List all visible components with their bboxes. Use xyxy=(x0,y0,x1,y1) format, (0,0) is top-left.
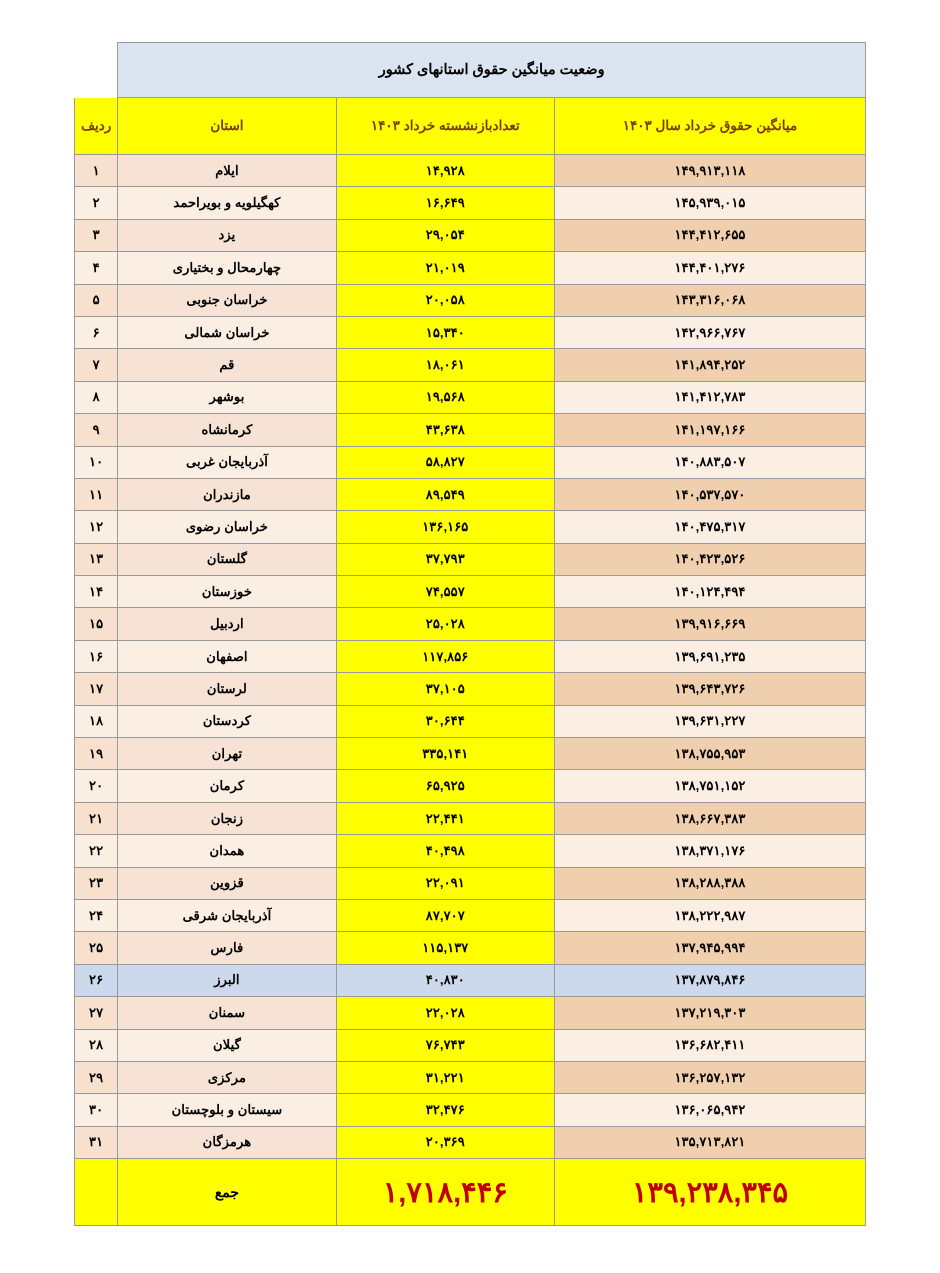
cell-row-number: ۲۴ xyxy=(75,899,118,931)
column-header-row-number: ردیف xyxy=(75,98,118,155)
cell-row-number: ۱۸ xyxy=(75,705,118,737)
cell-province: قزوین xyxy=(118,867,336,899)
cell-province: سمنان xyxy=(118,997,336,1029)
cell-average-salary: ۱۳۶,۰۶۵,۹۴۲ xyxy=(554,1094,865,1126)
cell-province: کرمان xyxy=(118,770,336,802)
table-row xyxy=(75,576,866,608)
cell-average-salary: ۱۴۰,۱۲۴,۴۹۴ xyxy=(554,576,865,608)
cell-average-salary: ۱۴۴,۴۰۱,۲۷۶ xyxy=(554,252,865,284)
cell-row-number: ۲۲ xyxy=(75,835,118,867)
cell-retiree-count: ۱۴,۹۲۸ xyxy=(336,155,554,187)
table-row xyxy=(75,187,866,219)
cell-row-number: ۲۶ xyxy=(75,964,118,996)
table-row xyxy=(75,316,866,348)
cell-province: مازندران xyxy=(118,478,336,510)
table-title-row xyxy=(75,43,866,98)
table-total-row xyxy=(75,1159,866,1226)
cell-retiree-count: ۲۲,۴۴۱ xyxy=(336,802,554,834)
cell-province: زنجان xyxy=(118,802,336,834)
cell-average-salary: ۱۴۰,۴۲۳,۵۲۶ xyxy=(554,543,865,575)
cell-average-salary: ۱۴۳,۳۱۶,۰۶۸ xyxy=(554,284,865,316)
table-title: وضعیت میانگین حقوق استانهای کشور xyxy=(118,43,866,98)
total-retiree-count: ۱,۷۱۸,۴۴۶ xyxy=(336,1159,554,1226)
cell-row-number: ۲۰ xyxy=(75,770,118,802)
cell-retiree-count: ۱۹,۵۶۸ xyxy=(336,381,554,413)
cell-retiree-count: ۱۸,۰۶۱ xyxy=(336,349,554,381)
cell-province: بوشهر xyxy=(118,381,336,413)
cell-retiree-count: ۴۰,۸۳۰ xyxy=(336,964,554,996)
cell-row-number: ۲۵ xyxy=(75,932,118,964)
cell-province: همدان xyxy=(118,835,336,867)
total-label: جمع xyxy=(118,1159,336,1226)
cell-row-number: ۱۴ xyxy=(75,576,118,608)
cell-row-number: ۱۹ xyxy=(75,738,118,770)
cell-province: ایلام xyxy=(118,155,336,187)
cell-retiree-count: ۳۲,۴۷۶ xyxy=(336,1094,554,1126)
cell-retiree-count: ۱۳۶,۱۶۵ xyxy=(336,511,554,543)
cell-average-salary: ۱۳۸,۲۲۲,۹۸۷ xyxy=(554,899,865,931)
table-row xyxy=(75,705,866,737)
table-row xyxy=(75,770,866,802)
cell-row-number: ۱۵ xyxy=(75,608,118,640)
cell-retiree-count: ۲۰,۳۶۹ xyxy=(336,1126,554,1158)
table-row xyxy=(75,414,866,446)
cell-province: کرمانشاه xyxy=(118,414,336,446)
cell-average-salary: ۱۳۶,۲۵۷,۱۳۲ xyxy=(554,1061,865,1093)
cell-retiree-count: ۱۱۷,۸۵۶ xyxy=(336,640,554,672)
table-row xyxy=(75,1094,866,1126)
cell-row-number: ۲۹ xyxy=(75,1061,118,1093)
cell-row-number: ۲۳ xyxy=(75,867,118,899)
table-header-row xyxy=(75,98,866,155)
cell-row-number: ۹ xyxy=(75,414,118,446)
cell-retiree-count: ۱۶,۶۴۹ xyxy=(336,187,554,219)
cell-retiree-count: ۳۰,۶۴۴ xyxy=(336,705,554,737)
cell-average-salary: ۱۳۶,۶۸۲,۴۱۱ xyxy=(554,1029,865,1061)
table-row xyxy=(75,899,866,931)
table-row xyxy=(75,738,866,770)
table-row xyxy=(75,543,866,575)
table-row xyxy=(75,478,866,510)
cell-province: سیستان و بلوچستان xyxy=(118,1094,336,1126)
cell-retiree-count: ۲۲,۰۹۱ xyxy=(336,867,554,899)
cell-average-salary: ۱۳۹,۹۱۶,۶۶۹ xyxy=(554,608,865,640)
cell-average-salary: ۱۳۸,۶۶۷,۳۸۳ xyxy=(554,802,865,834)
cell-province: تهران xyxy=(118,738,336,770)
cell-province: چهارمحال و بختیاری xyxy=(118,252,336,284)
cell-province: خراسان رضوی xyxy=(118,511,336,543)
cell-row-number: ۲۷ xyxy=(75,997,118,1029)
cell-province: آذربایجان غربی xyxy=(118,446,336,478)
cell-province: اصفهان xyxy=(118,640,336,672)
cell-average-salary: ۱۴۰,۸۸۳,۵۰۷ xyxy=(554,446,865,478)
cell-row-number: ۴ xyxy=(75,252,118,284)
cell-province: کردستان xyxy=(118,705,336,737)
table-body xyxy=(75,43,866,1226)
cell-row-number: ۱۶ xyxy=(75,640,118,672)
table-row xyxy=(75,1061,866,1093)
cell-average-salary: ۱۳۸,۷۵۵,۹۵۳ xyxy=(554,738,865,770)
cell-row-number: ۷ xyxy=(75,349,118,381)
cell-row-number: ۶ xyxy=(75,316,118,348)
cell-province: یزد xyxy=(118,219,336,251)
table-row xyxy=(75,349,866,381)
cell-average-salary: ۱۴۲,۹۶۶,۷۶۷ xyxy=(554,316,865,348)
table-row xyxy=(75,1126,866,1158)
cell-province: خراسان جنوبی xyxy=(118,284,336,316)
cell-retiree-count: ۶۵,۹۲۵ xyxy=(336,770,554,802)
cell-average-salary: ۱۴۱,۴۱۲,۷۸۳ xyxy=(554,381,865,413)
table-row xyxy=(75,511,866,543)
table-row xyxy=(75,219,866,251)
total-average-salary: ۱۳۹,۲۳۸,۳۴۵ xyxy=(554,1159,865,1226)
cell-row-number: ۱۱ xyxy=(75,478,118,510)
cell-province: قم xyxy=(118,349,336,381)
table-row xyxy=(75,997,866,1029)
cell-row-number: ۲ xyxy=(75,187,118,219)
column-header-province: استان xyxy=(118,98,336,155)
cell-province: خوزستان xyxy=(118,576,336,608)
cell-province: البرز xyxy=(118,964,336,996)
cell-average-salary: ۱۳۷,۲۱۹,۳۰۳ xyxy=(554,997,865,1029)
cell-province: هرمزگان xyxy=(118,1126,336,1158)
cell-retiree-count: ۴۰,۴۹۸ xyxy=(336,835,554,867)
cell-retiree-count: ۳۷,۱۰۵ xyxy=(336,673,554,705)
cell-row-number: ۲۸ xyxy=(75,1029,118,1061)
cell-retiree-count: ۴۳,۶۳۸ xyxy=(336,414,554,446)
cell-row-number: ۳۱ xyxy=(75,1126,118,1158)
cell-average-salary: ۱۳۹,۶۴۳,۷۲۶ xyxy=(554,673,865,705)
column-header-average-salary: میانگین حقوق خرداد سال ۱۴۰۳ xyxy=(554,98,865,155)
cell-retiree-count: ۱۵,۳۴۰ xyxy=(336,316,554,348)
column-header-retiree-count: تعدادبازنشسته خرداد ۱۴۰۳ xyxy=(336,98,554,155)
cell-province: فارس xyxy=(118,932,336,964)
cell-average-salary: ۱۳۷,۹۴۵,۹۹۴ xyxy=(554,932,865,964)
cell-average-salary: ۱۳۸,۲۸۸,۳۸۸ xyxy=(554,867,865,899)
table-row xyxy=(75,932,866,964)
cell-province: گیلان xyxy=(118,1029,336,1061)
cell-row-number: ۱۳ xyxy=(75,543,118,575)
cell-average-salary: ۱۳۸,۳۷۱,۱۷۶ xyxy=(554,835,865,867)
cell-retiree-count: ۵۸,۸۲۷ xyxy=(336,446,554,478)
cell-average-salary: ۱۳۹,۶۳۱,۲۲۷ xyxy=(554,705,865,737)
cell-row-number: ۸ xyxy=(75,381,118,413)
cell-average-salary: ۱۳۸,۷۵۱,۱۵۲ xyxy=(554,770,865,802)
cell-province: گلستان xyxy=(118,543,336,575)
cell-row-number: ۱ xyxy=(75,155,118,187)
cell-row-number: ۱۲ xyxy=(75,511,118,543)
cell-row-number: ۳۰ xyxy=(75,1094,118,1126)
cell-row-number: ۱۷ xyxy=(75,673,118,705)
cell-retiree-count: ۳۳۵,۱۴۱ xyxy=(336,738,554,770)
table-row xyxy=(75,381,866,413)
cell-row-number: ۳ xyxy=(75,219,118,251)
cell-row-number: ۵ xyxy=(75,284,118,316)
cell-retiree-count: ۳۱,۲۲۱ xyxy=(336,1061,554,1093)
table-row xyxy=(75,446,866,478)
cell-retiree-count: ۷۴,۵۵۷ xyxy=(336,576,554,608)
salary-table-container xyxy=(74,42,866,1226)
table-row xyxy=(75,155,866,187)
cell-retiree-count: ۸۹,۵۴۹ xyxy=(336,478,554,510)
cell-retiree-count: ۱۱۵,۱۳۷ xyxy=(336,932,554,964)
cell-average-salary: ۱۴۹,۹۱۳,۱۱۸ xyxy=(554,155,865,187)
cell-retiree-count: ۲۰,۰۵۸ xyxy=(336,284,554,316)
cell-retiree-count: ۲۱,۰۱۹ xyxy=(336,252,554,284)
table-row xyxy=(75,608,866,640)
cell-average-salary: ۱۴۰,۴۷۵,۳۱۷ xyxy=(554,511,865,543)
total-row-spacer xyxy=(75,1159,118,1226)
table-row xyxy=(75,284,866,316)
provincial-average-salary-table xyxy=(74,42,866,1226)
title-row-spacer xyxy=(75,43,118,98)
cell-retiree-count: ۲۵,۰۲۸ xyxy=(336,608,554,640)
cell-average-salary: ۱۴۵,۹۳۹,۰۱۵ xyxy=(554,187,865,219)
table-row xyxy=(75,252,866,284)
cell-average-salary: ۱۳۹,۶۹۱,۲۳۵ xyxy=(554,640,865,672)
cell-average-salary: ۱۴۱,۸۹۴,۲۵۲ xyxy=(554,349,865,381)
cell-average-salary: ۱۳۷,۸۷۹,۸۴۶ xyxy=(554,964,865,996)
cell-row-number: ۲۱ xyxy=(75,802,118,834)
cell-retiree-count: ۲۹,۰۵۴ xyxy=(336,219,554,251)
table-row xyxy=(75,640,866,672)
cell-average-salary: ۱۳۵,۷۱۳,۸۲۱ xyxy=(554,1126,865,1158)
cell-row-number: ۱۰ xyxy=(75,446,118,478)
cell-retiree-count: ۷۶,۷۴۳ xyxy=(336,1029,554,1061)
table-row xyxy=(75,673,866,705)
cell-average-salary: ۱۴۴,۴۱۲,۶۵۵ xyxy=(554,219,865,251)
table-row xyxy=(75,964,866,996)
table-row xyxy=(75,835,866,867)
cell-province: کهگیلویه و بویراحمد xyxy=(118,187,336,219)
cell-average-salary: ۱۴۰,۵۳۷,۵۷۰ xyxy=(554,478,865,510)
table-row xyxy=(75,802,866,834)
table-row xyxy=(75,1029,866,1061)
cell-province: مرکزی xyxy=(118,1061,336,1093)
cell-province: آذربایجان شرقی xyxy=(118,899,336,931)
cell-retiree-count: ۸۷,۷۰۷ xyxy=(336,899,554,931)
cell-retiree-count: ۳۷,۷۹۳ xyxy=(336,543,554,575)
cell-average-salary: ۱۴۱,۱۹۷,۱۶۶ xyxy=(554,414,865,446)
cell-province: لرستان xyxy=(118,673,336,705)
cell-province: اردبیل xyxy=(118,608,336,640)
cell-retiree-count: ۲۲,۰۲۸ xyxy=(336,997,554,1029)
cell-province: خراسان شمالی xyxy=(118,316,336,348)
table-row xyxy=(75,867,866,899)
